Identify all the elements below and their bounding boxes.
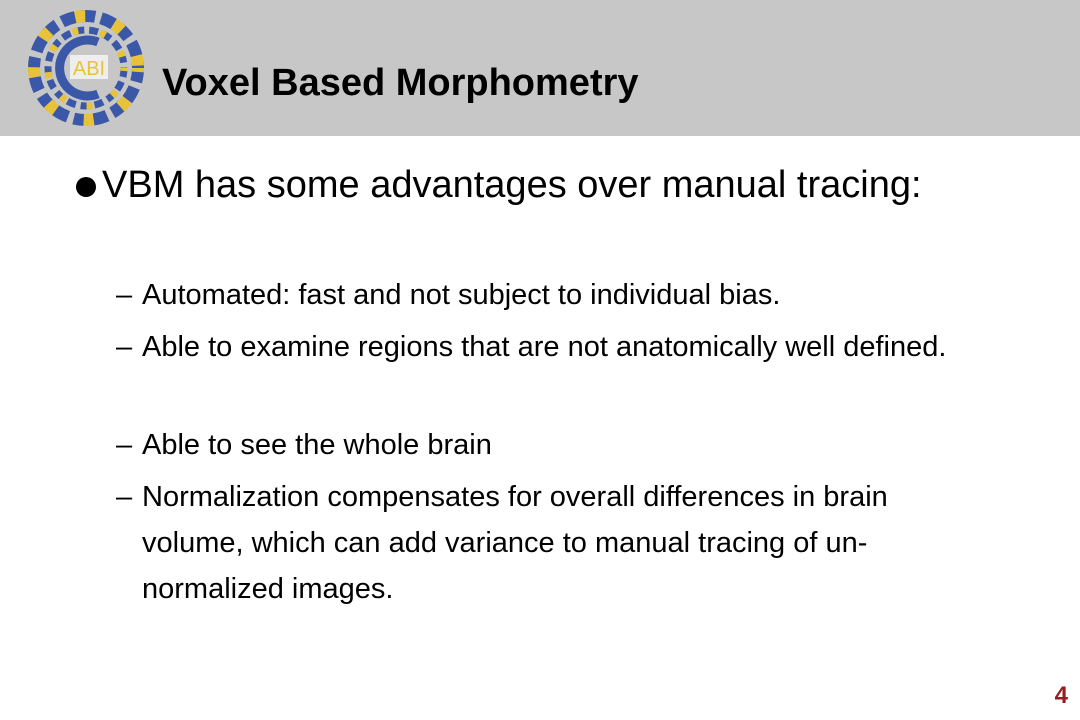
sub-item-text: Normalization compensates for overall differences in brain volume, which can add variance to manual tracing of un-normalized images. — [142, 481, 888, 605]
sub-dash: – — [116, 279, 133, 311]
bullet-main-text: VBM has some advantages over manual tracing: — [102, 164, 922, 206]
slide-title: Voxel Based Morphometry — [162, 62, 639, 104]
sub-dash: – — [116, 429, 133, 461]
sub-item-text: Able to see the whole brain — [142, 429, 492, 461]
sub-dash: – — [116, 331, 133, 363]
bullet-dot-icon — [76, 177, 96, 197]
sub-dash: – — [116, 481, 133, 513]
sub-item-text: Able to examine regions that are not anatomically well defined. — [142, 331, 947, 363]
sub-item-text: Automated: fast and not subject to individual bias. — [142, 279, 781, 311]
logo-text: ABI — [72, 58, 106, 80]
page-number: 4 — [1054, 682, 1068, 709]
